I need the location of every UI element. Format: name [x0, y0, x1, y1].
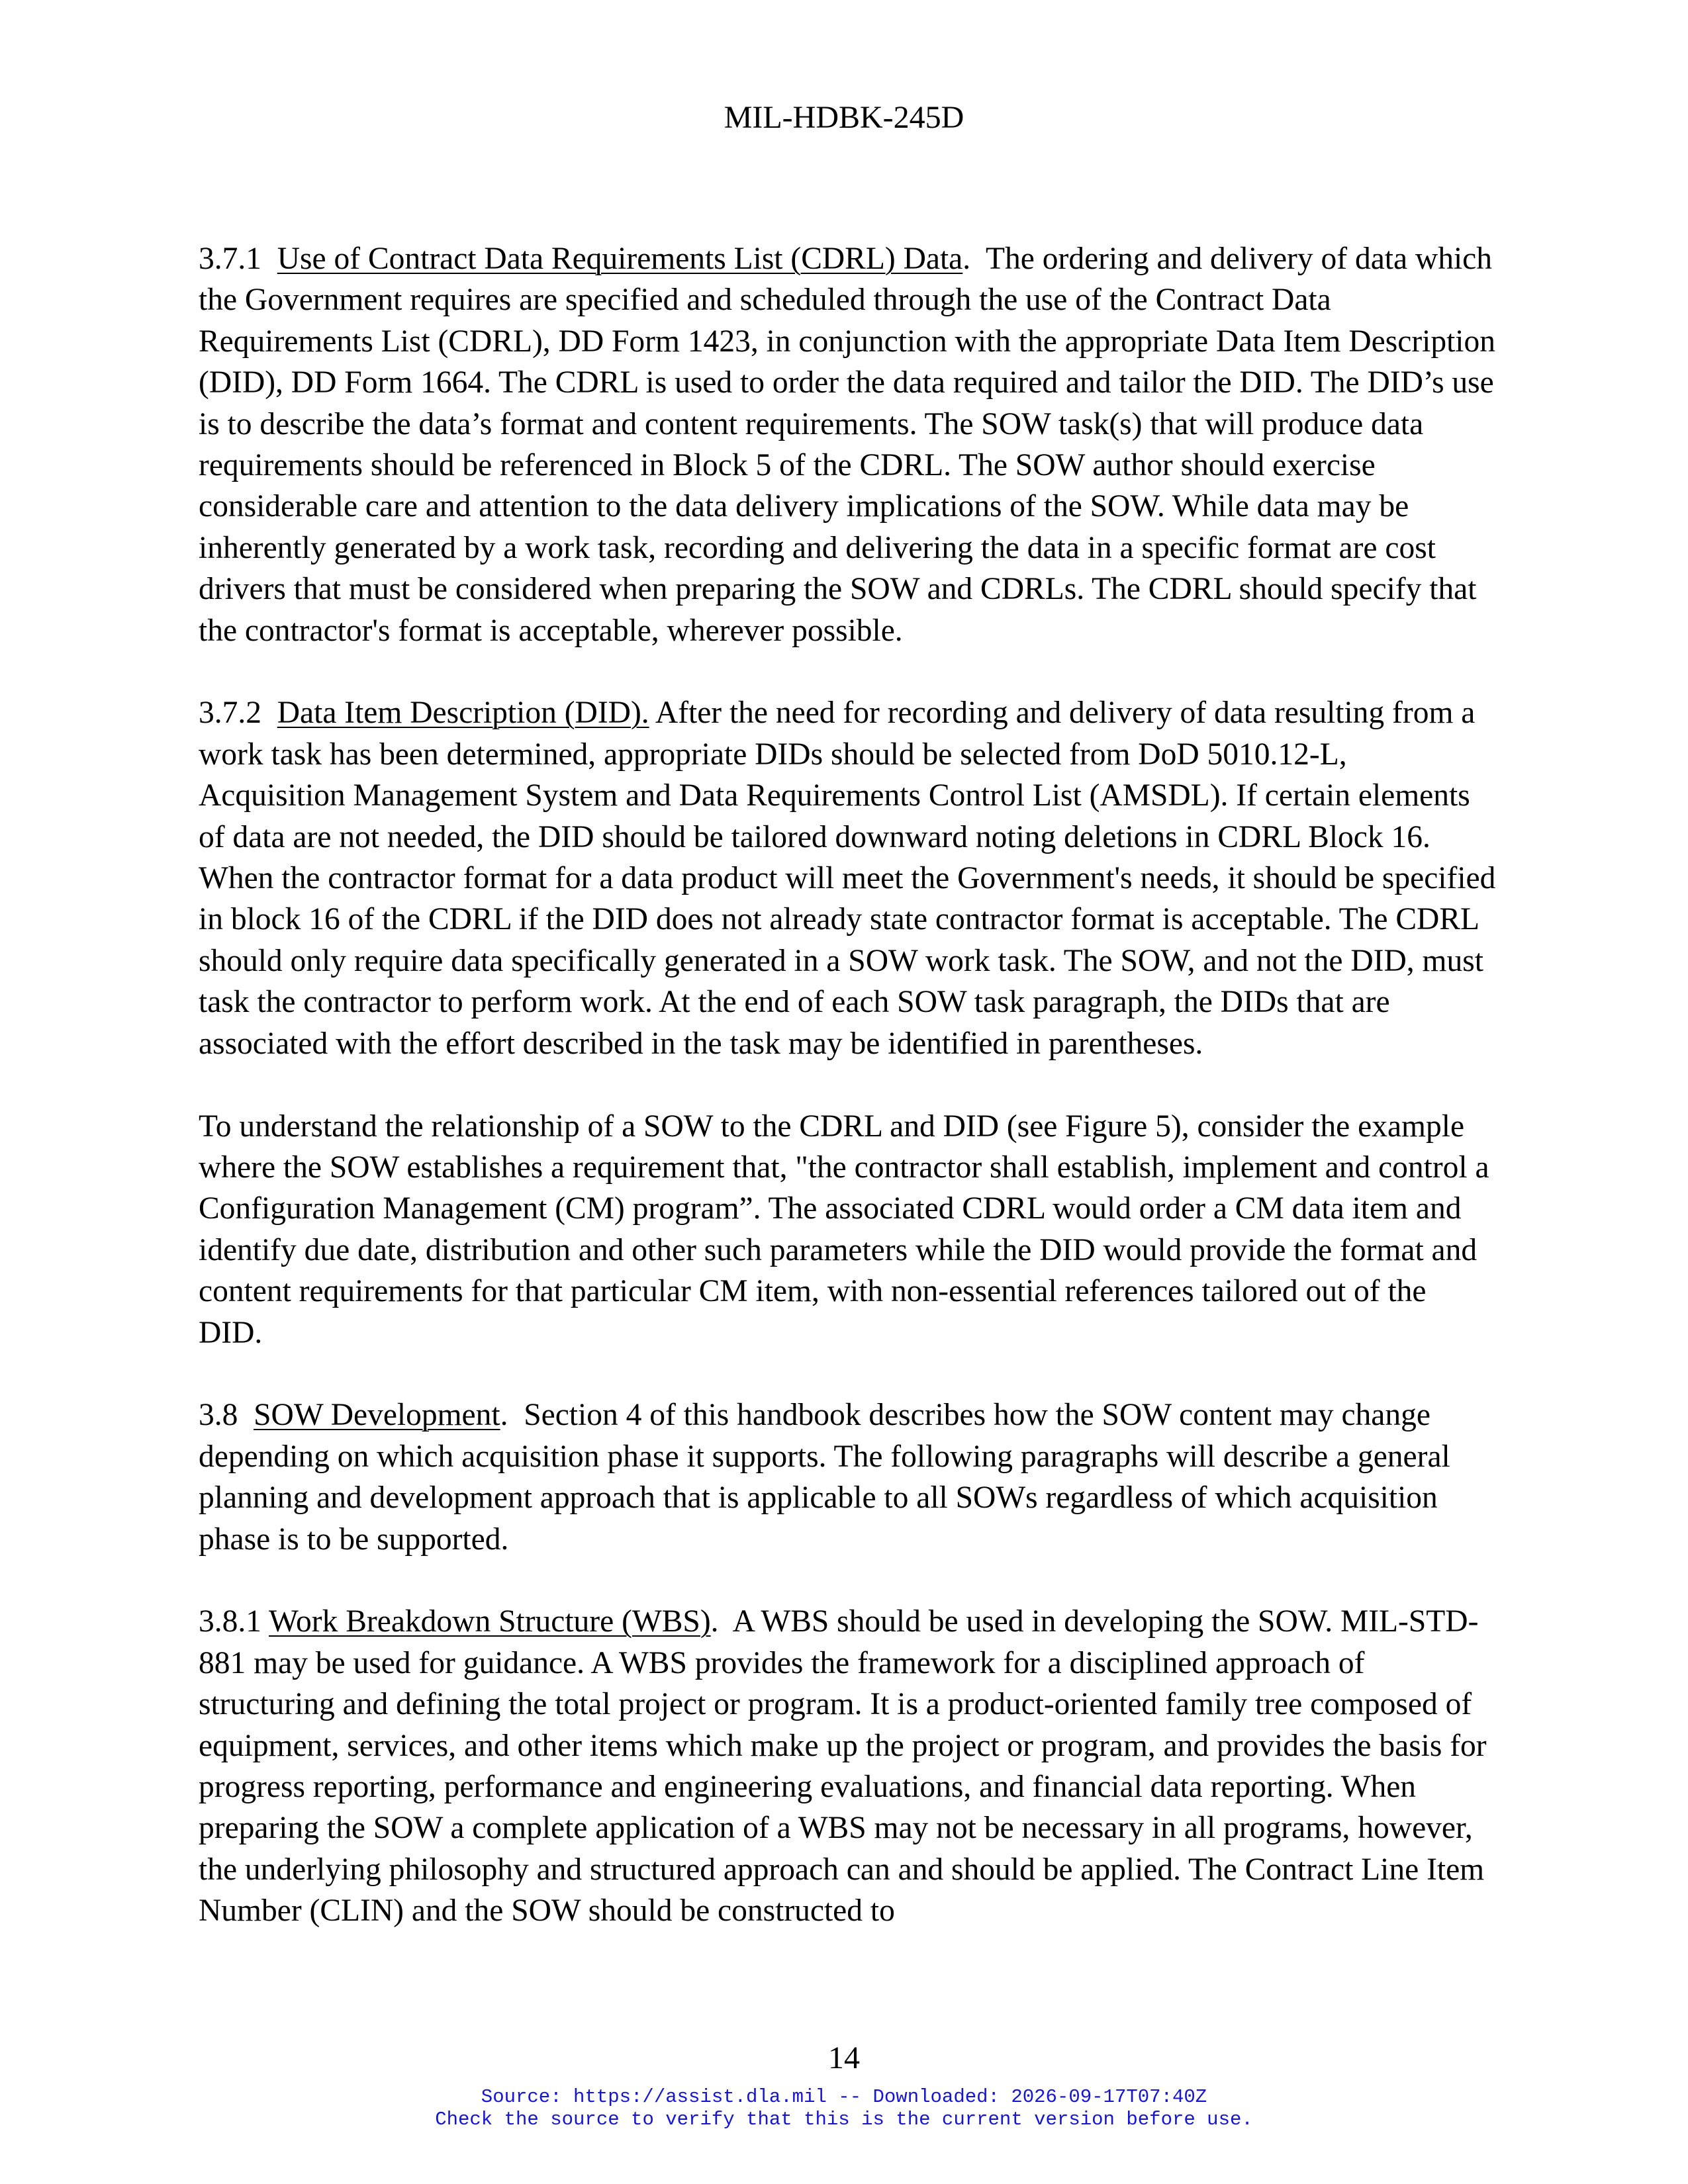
- section-number: 3.8.1: [199, 1604, 261, 1639]
- section-title: Use of Contract Data Requirements List (CDRL) Data: [277, 242, 963, 276]
- section-3-7-2: [199, 692, 1496, 1064]
- section-text: After the need for recording and delivery of data resulting from a work task has been determined, appropriate DIDs should be selected from DoD 5010.12-L, Acquisition Management System and Data Requirements Control List (AMSDL). If certain elements of data are not needed, the DID should be tailored downward noting deletions in CDRL Block 16. When the contractor format for a data product will meet the Government's needs, it should be specified in block 16 of the CDRL if the DID does not already state contractor format is acceptable. The CDRL should only require data specifically generated in a SOW work task. The SOW, and not the DID, must task the contractor to perform work. At the end of each SOW task paragraph, the DIDs that are associated with the effort described in the task may be identified in parentheses.: [199, 696, 1496, 1061]
- source-line: Source: https://assist.dla.mil -- Downloaded: 2026-09-17T07:40Z: [481, 2086, 1207, 2108]
- relationship-paragraph: [199, 1106, 1496, 1353]
- section-title: SOW Development: [254, 1398, 500, 1433]
- section-text: A WBS should be used in developing the SOW. MIL-STD-881 may be used for guidance. A WBS provides the framework for a disciplined approach of structuring and defining the total project or program. It is a product-oriented family tree composed of equipment, services, and other items which make up the project or program, and provides the basis for progress reporting, performance and engineering evaluations, and financial data reporting. When preparing the SOW a complete application of a WBS may not be necessary in all programs, however, the underlying philosophy and structured approach can and should be applied. The Contract Line Item Number (CLIN) and the SOW should be constructed to: [199, 1604, 1487, 1929]
- title-punctuation: .: [710, 1604, 719, 1639]
- paragraph-text: To understand the relationship of a SOW to the CDRL and DID (see Figure 5), consider the example where the SOW establishes a requirement that, "the contractor shall establish, implement and control a Configuration Management (CM) program”. The associated CDRL would order a CM data item and identify due date, distribution and other such parameters while the DID would provide the format and content requirements for that particular CM item, with non-essential references tailored out of the DID.: [199, 1109, 1489, 1350]
- section-title: Work Breakdown Structure (WBS): [269, 1604, 711, 1639]
- title-punctuation: .: [500, 1398, 508, 1433]
- source-notice: [0, 2086, 1688, 2131]
- section-number: 3.8: [199, 1398, 238, 1433]
- section-3-7-1: [199, 238, 1496, 651]
- document-identifier: MIL-HDBK-245D: [724, 100, 964, 135]
- section-3-8-1: [199, 1601, 1496, 1931]
- section-number: 3.7.2: [199, 696, 261, 731]
- section-title: Data Item Description (DID).: [277, 696, 649, 731]
- title-punctuation: .: [962, 242, 971, 276]
- page-number: 14: [828, 2040, 860, 2075]
- document-body: [199, 238, 1496, 1973]
- section-text: The ordering and delivery of data which the Government requires are specified and scheduled through the use of the Contract Data Requirements List (CDRL), DD Form 1423, in conjunction with the appropriate Data Item Description (DID), DD Form 1664. The CDRL is used to order the data required and tailor the DID. The DID’s use is to describe the data’s format and content requirements. The SOW task(s) that will produce data requirements should be referenced in Block 5 of the CDRL. The SOW author should exercise considerable care and attention to the data delivery implications of the SOW. While data may be inherently generated by a work task, recording and delivering the data in a specific format are cost drivers that must be considered when preparing the SOW and CDRLs. The CDRL should specify that the contractor's format is acceptable, wherever possible.: [199, 242, 1495, 648]
- section-number: 3.7.1: [199, 242, 261, 276]
- verify-line: Check the source to verify that this is the current version before use.: [435, 2109, 1253, 2130]
- section-3-8: [199, 1394, 1496, 1560]
- section-text: Section 4 of this handbook describes how the SOW content may change depending on which acquisition phase it supports. The following paragraphs will describe a general planning and development approach that is applicable to all SOWs regardless of which acquisition phase is to be supported.: [199, 1398, 1450, 1557]
